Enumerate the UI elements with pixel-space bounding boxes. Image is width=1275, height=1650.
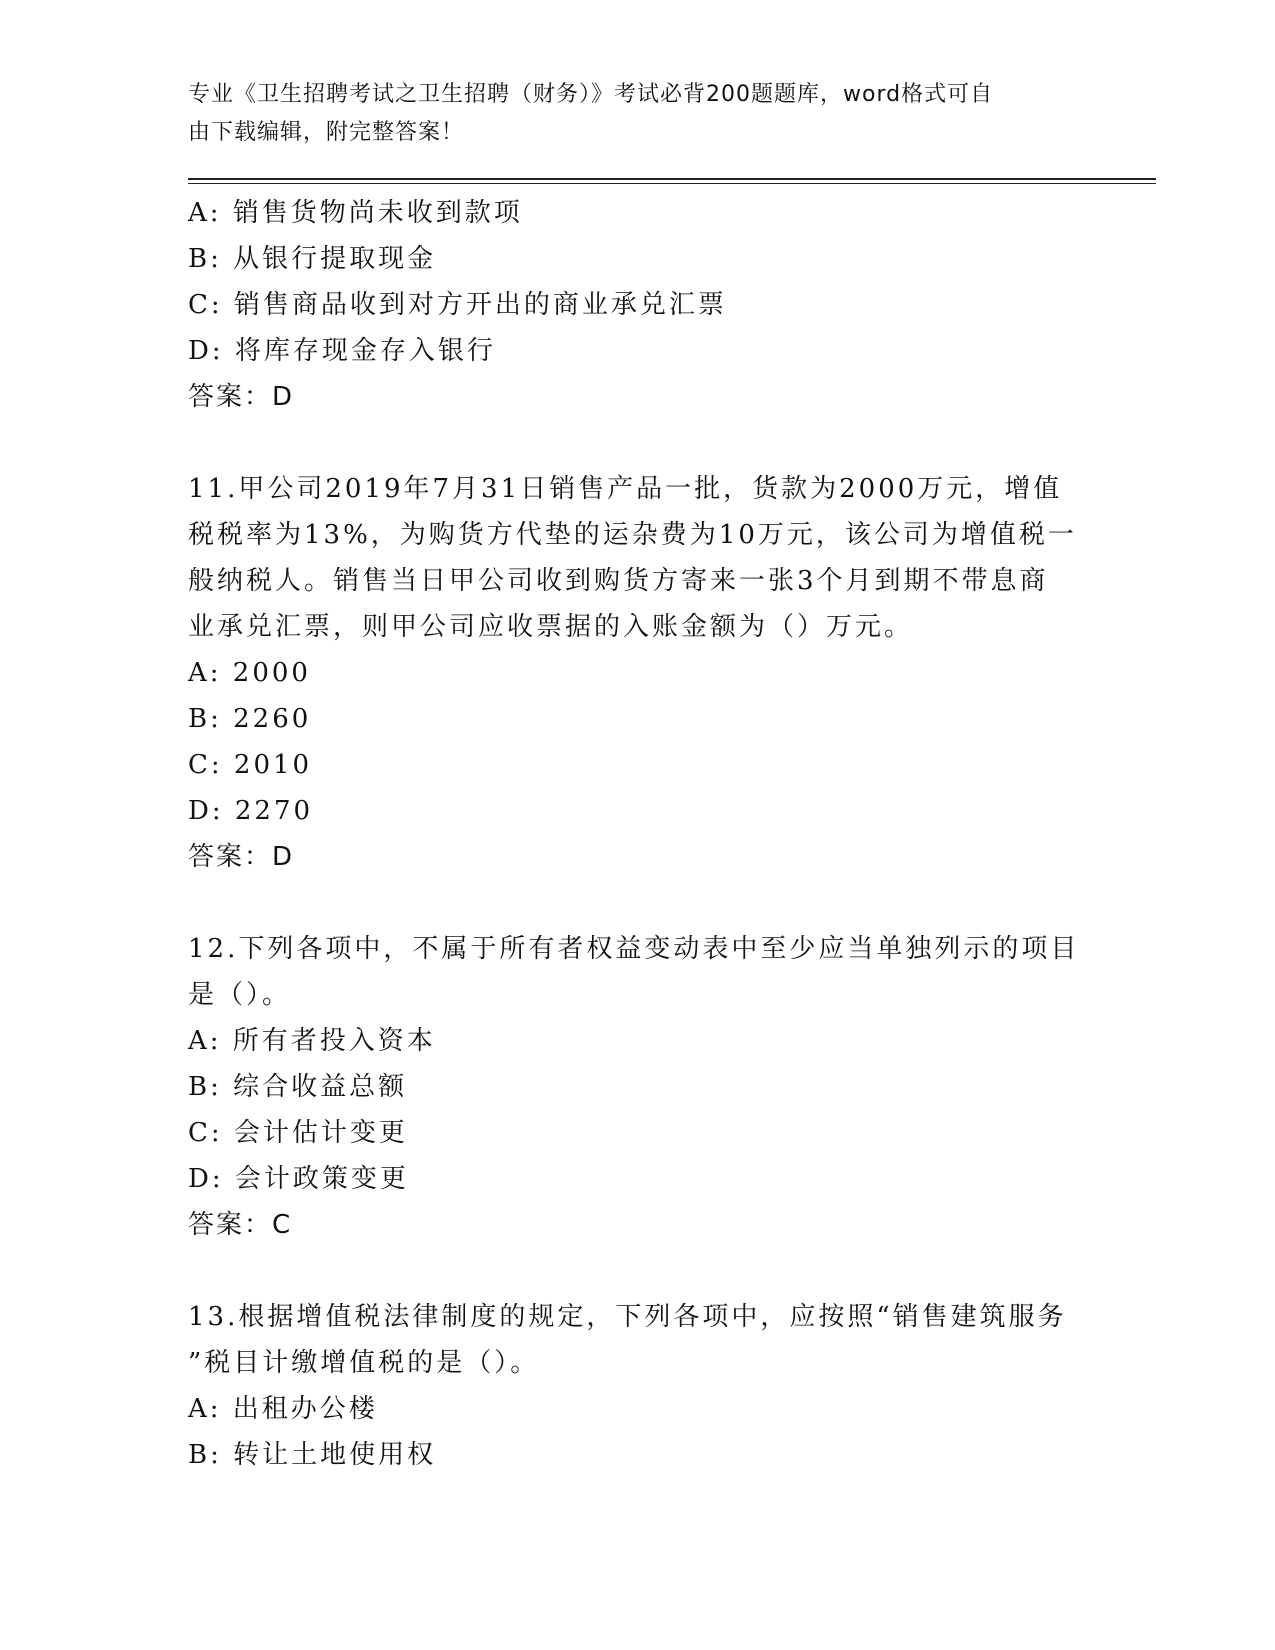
question-text-line: 13.根据增值税法律制度的规定，下列各项中，应按照“销售建筑服务 (188, 1302, 1067, 1332)
option-b: B: 转让土地使用权 (188, 1440, 437, 1470)
option-a: A: 所有者投入资本 (188, 1026, 436, 1056)
option-a: A: 2000 (188, 658, 311, 688)
option-b: B: 综合收益总额 (188, 1072, 408, 1102)
question-11 (188, 466, 1088, 880)
answer: 答案：D (188, 842, 295, 872)
question-text-line: 11.甲公司2019年7月31日销售产品一批，货款为2000万元，增值 (188, 474, 1063, 504)
question-12 (188, 926, 1088, 1248)
question-10 (188, 190, 1088, 420)
option-c: C: 会计估计变更 (188, 1118, 408, 1148)
option-d: D: 将库存现金存入银行 (188, 336, 496, 366)
question-text-line: 12.下列各项中，不属于所有者权益变动表中至少应当单独列示的项目 (188, 934, 1080, 964)
question-text-line: 业承兑汇票，则甲公司应收票据的入账金额为（）万元。 (188, 612, 914, 642)
document-header (188, 76, 1078, 152)
option-b: B: 2260 (188, 704, 312, 734)
question-list (188, 190, 1088, 1478)
option-a: A: 销售货物尚未收到款项 (188, 198, 523, 228)
option-b: B: 从银行提取现金 (188, 244, 437, 274)
header-divider-thick (188, 178, 1156, 180)
answer: 答案：D (188, 382, 295, 412)
option-c: C: 2010 (188, 750, 313, 780)
option-a: A: 出租办公楼 (188, 1394, 378, 1424)
question-text-line: 税税率为13%，为购货方代垫的运杂费为10万元，该公司为增值税一 (188, 520, 1077, 550)
question-text-line: 般纳税人。销售当日甲公司收到购货方寄来一张3个月到期不带息商 (188, 566, 1049, 596)
question-text-line: 是（）。 (188, 980, 292, 1010)
option-c: C: 销售商品收到对方开出的商业承兑汇票 (188, 290, 727, 320)
header-line-2: 由下载编辑，附完整答案！ (188, 120, 465, 145)
option-d: D: 会计政策变更 (188, 1164, 409, 1194)
header-divider-thin (188, 183, 1156, 184)
question-text-line: ”税目计缴增值税的是（）。 (188, 1348, 540, 1378)
header-line-1: 专业《卫生招聘考试之卫生招聘（财务）》考试必背200题题库，word格式可自 (188, 82, 994, 107)
answer: 答案：C (188, 1210, 293, 1240)
question-13 (188, 1294, 1088, 1478)
option-d: D: 2270 (188, 796, 314, 826)
